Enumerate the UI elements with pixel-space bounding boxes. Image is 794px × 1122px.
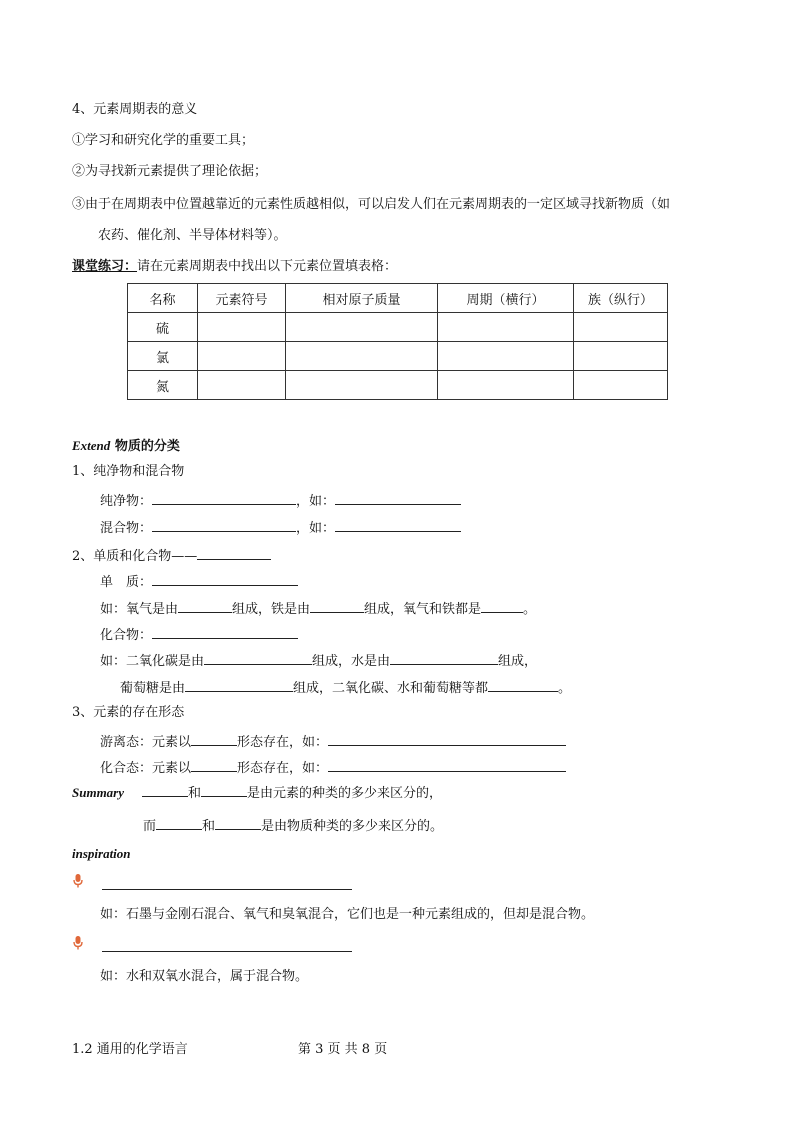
significance-item-1: ①学习和研究化学的重要工具； <box>72 133 255 148</box>
inspiration-blank-2[interactable] <box>102 937 352 952</box>
summary-line-2 <box>143 815 443 836</box>
extend-heading <box>72 437 180 456</box>
blank[interactable] <box>201 782 247 797</box>
blank[interactable] <box>328 757 566 772</box>
exercise-line <box>72 258 397 276</box>
text: 形态存在，如： <box>237 735 329 750</box>
compound-label: 化合物： <box>100 628 153 643</box>
text: 组成，水是由 <box>312 654 391 669</box>
section-2-label: 2、单质和化合物—— <box>72 549 198 564</box>
text: 形态存在，如： <box>237 761 329 776</box>
table-row <box>128 313 668 342</box>
section-3-title: 3、元素的存在形态 <box>72 705 185 720</box>
mixture-line <box>100 517 461 538</box>
table-cell[interactable] <box>286 371 438 400</box>
blank[interactable] <box>156 815 202 830</box>
table-header: 族（纵行） <box>574 284 668 313</box>
element-line <box>100 571 298 592</box>
text: 组成，铁是由 <box>232 602 311 617</box>
pure-example-blank[interactable] <box>335 490 461 505</box>
table-header: 周期（横行） <box>438 284 574 313</box>
footer-section: 1.2 通用的化学语言 <box>72 1042 188 1057</box>
section-2-title <box>72 545 271 566</box>
text: 和 <box>188 786 202 801</box>
blank[interactable] <box>185 677 293 692</box>
significance-item-3: ③由于在周期表中位置越靠近的元素性质越相似，可以启发人们在元素周期表的一定区域寻找新物质（如 <box>72 197 671 212</box>
table-cell[interactable] <box>198 342 286 371</box>
example-sep: ，如： <box>296 521 336 536</box>
table-cell[interactable] <box>574 371 668 400</box>
exercise-prompt: 请在元素周期表中找出以下元素位置填表格： <box>137 259 398 274</box>
inspiration-tag: inspiration <box>72 846 131 861</box>
text: 葡萄糖是由 <box>120 681 186 696</box>
text: 组成，氧气和铁都是 <box>364 602 482 617</box>
text: 。 <box>523 602 537 617</box>
table-row <box>128 371 668 400</box>
inspiration-example-1: 如：石墨与金刚石混合、氧气和臭氧混合，它们也是一种元素组成的，但却是混合物。 <box>100 907 595 922</box>
text: 游离态：元素以 <box>100 735 192 750</box>
extend-title: 物质的分类 <box>114 439 180 454</box>
blank[interactable] <box>488 677 558 692</box>
inspiration-example-2: 如：水和双氧水混合，属于混合物。 <box>100 969 309 984</box>
element-label: 单 质： <box>100 575 153 590</box>
text: 化合态：元素以 <box>100 761 192 776</box>
mixture-label: 混合物： <box>100 521 153 536</box>
pure-label: 纯净物： <box>100 494 153 509</box>
element-table <box>127 283 668 400</box>
text: 。 <box>558 681 572 696</box>
element-name: 硫 <box>128 313 198 342</box>
table-header: 名称 <box>128 284 198 313</box>
text: 如：二氧化碳是由 <box>100 654 205 669</box>
free-state-line <box>100 731 566 752</box>
text: 和 <box>202 819 216 834</box>
element-name: 氮 <box>128 371 198 400</box>
significance-item-2: ②为寻找新元素提供了理论依据； <box>72 164 268 179</box>
table-cell[interactable] <box>574 313 668 342</box>
section-1-title: 1、纯净物和混合物 <box>72 464 185 479</box>
combined-state-line <box>100 757 566 778</box>
text: 而 <box>143 819 157 834</box>
table-header: 元素符号 <box>198 284 286 313</box>
blank[interactable] <box>310 598 364 613</box>
microphone-icon <box>72 873 84 889</box>
example-sep: ，如： <box>296 494 336 509</box>
mixture-definition-blank[interactable] <box>152 517 296 532</box>
blank[interactable] <box>390 650 498 665</box>
blank[interactable] <box>215 815 261 830</box>
pure-line <box>100 490 461 511</box>
table-row <box>128 342 668 371</box>
text: 组成， <box>498 654 538 669</box>
table-cell[interactable] <box>438 313 574 342</box>
blank[interactable] <box>178 598 232 613</box>
table-cell[interactable] <box>198 371 286 400</box>
microphone-icon <box>72 935 84 951</box>
element-definition-blank[interactable] <box>152 571 298 586</box>
text: 是由物质种类的多少来区分的。 <box>261 819 444 834</box>
compound-line <box>100 624 298 645</box>
blank[interactable] <box>191 731 237 746</box>
summary-tag: Summary <box>72 785 125 800</box>
table-cell[interactable] <box>198 313 286 342</box>
exercise-label: 课堂练习： <box>72 259 138 274</box>
table-header-row <box>128 284 668 313</box>
table-cell[interactable] <box>286 342 438 371</box>
footer-page-number: 第 3 页 共 8 页 <box>298 1042 388 1057</box>
inspiration-blank-1[interactable] <box>102 875 352 890</box>
table-cell[interactable] <box>438 342 574 371</box>
table-cell[interactable] <box>438 371 574 400</box>
extend-tag: Extend <box>72 438 111 453</box>
compound-example-line-2 <box>120 677 571 698</box>
blank[interactable] <box>191 757 237 772</box>
element-example-line <box>100 598 536 619</box>
summary-line-1 <box>72 782 442 803</box>
text: 是由元素的种类的多少来区分的， <box>247 786 443 801</box>
mixture-example-blank[interactable] <box>335 517 461 532</box>
pure-definition-blank[interactable] <box>152 490 296 505</box>
compound-example-line-1 <box>100 650 537 671</box>
element-name: 氯 <box>128 342 198 371</box>
blank[interactable] <box>328 731 566 746</box>
significance-item-3-cont: 农药、催化剂、半导体材料等）。 <box>98 228 287 243</box>
blank[interactable] <box>481 598 523 613</box>
blank[interactable] <box>204 650 312 665</box>
blank[interactable] <box>142 782 188 797</box>
table-cell[interactable] <box>574 342 668 371</box>
table-cell[interactable] <box>286 313 438 342</box>
compound-definition-blank[interactable] <box>152 624 298 639</box>
section-2-blank[interactable] <box>197 545 271 560</box>
text: 组成，二氧化碳、水和葡萄糖等都 <box>293 681 489 696</box>
text: 如：氧气是由 <box>100 602 179 617</box>
section-heading: 4、元素周期表的意义 <box>72 102 198 117</box>
table-header: 相对原子质量 <box>286 284 438 313</box>
